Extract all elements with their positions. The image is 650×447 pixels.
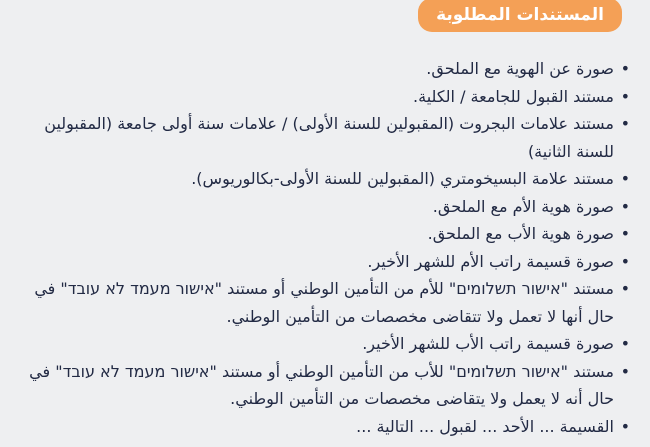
- list-item-text: مستند القبول للجامعة / الكلية.: [413, 86, 614, 106]
- list-item-text: مستند "אישור תשלומים" للأب من التأمين الوطني أو مستند "אישור מעמד לא עובד" في حال أنه لا يعمل ولا يتقاضى مخصصات من التأمين الوطني.: [29, 361, 614, 408]
- section-title-badge: المستندات المطلوبة: [418, 0, 622, 32]
- bullet-icon: •: [620, 334, 630, 353]
- list-item: [18, 55, 630, 83]
- bullet-icon: •: [620, 361, 630, 381]
- list-item: [18, 83, 630, 111]
- list-item-text: مستند علامات البجروت (المقبولين للسنة الأولى) / علامات سنة أولى جامعة (المقبولين للسنة الثانية): [44, 114, 614, 161]
- list-item-text: صورة عن الهوية مع الملحق.: [426, 59, 614, 78]
- list-item: [18, 248, 630, 276]
- list-item-text: مستند "אישור תשלומים" للأم من التأمين الوطني أو مستند "אישור מעמד לא עובד" في حال أنها لا تعمل ولا تتقاضى مخصصات من التأمين الوطني.: [34, 279, 614, 326]
- list-item-text: القسيمة ... الأحد ... لقبول ... التالية ...: [356, 416, 614, 436]
- bullet-icon: •: [620, 114, 630, 133]
- list-item-text: صورة هوية الأب مع الملحق.: [427, 224, 614, 243]
- list-item-text: صورة هوية الأم مع الملحق.: [432, 196, 614, 216]
- list-item: [18, 110, 630, 165]
- list-item: [18, 165, 630, 193]
- list-item: [18, 358, 630, 413]
- list-item: [18, 193, 630, 221]
- list-item: [18, 220, 630, 248]
- bullet-icon: •: [620, 279, 630, 298]
- list-item-text: مستند علامة البسيخومتري (المقبولين للسنة الأولى-بكالوريوس).: [191, 169, 614, 188]
- header: [418, 0, 622, 34]
- bullet-icon: •: [620, 251, 630, 271]
- list-item-text: صورة قسيمة راتب الأب للشهر الأخير.: [362, 334, 614, 353]
- list-item: [18, 413, 630, 441]
- bullet-icon: •: [620, 196, 630, 216]
- bullet-icon: •: [620, 86, 630, 106]
- bullet-icon: •: [620, 416, 630, 436]
- bullet-icon: •: [620, 169, 630, 188]
- list-item-text: صورة قسيمة راتب الأم للشهر الأخير.: [367, 251, 614, 271]
- required-documents-list: [18, 55, 630, 440]
- bullet-icon: •: [620, 59, 630, 78]
- list-item: [18, 330, 630, 358]
- list-item: [18, 275, 630, 330]
- bullet-icon: •: [620, 224, 630, 243]
